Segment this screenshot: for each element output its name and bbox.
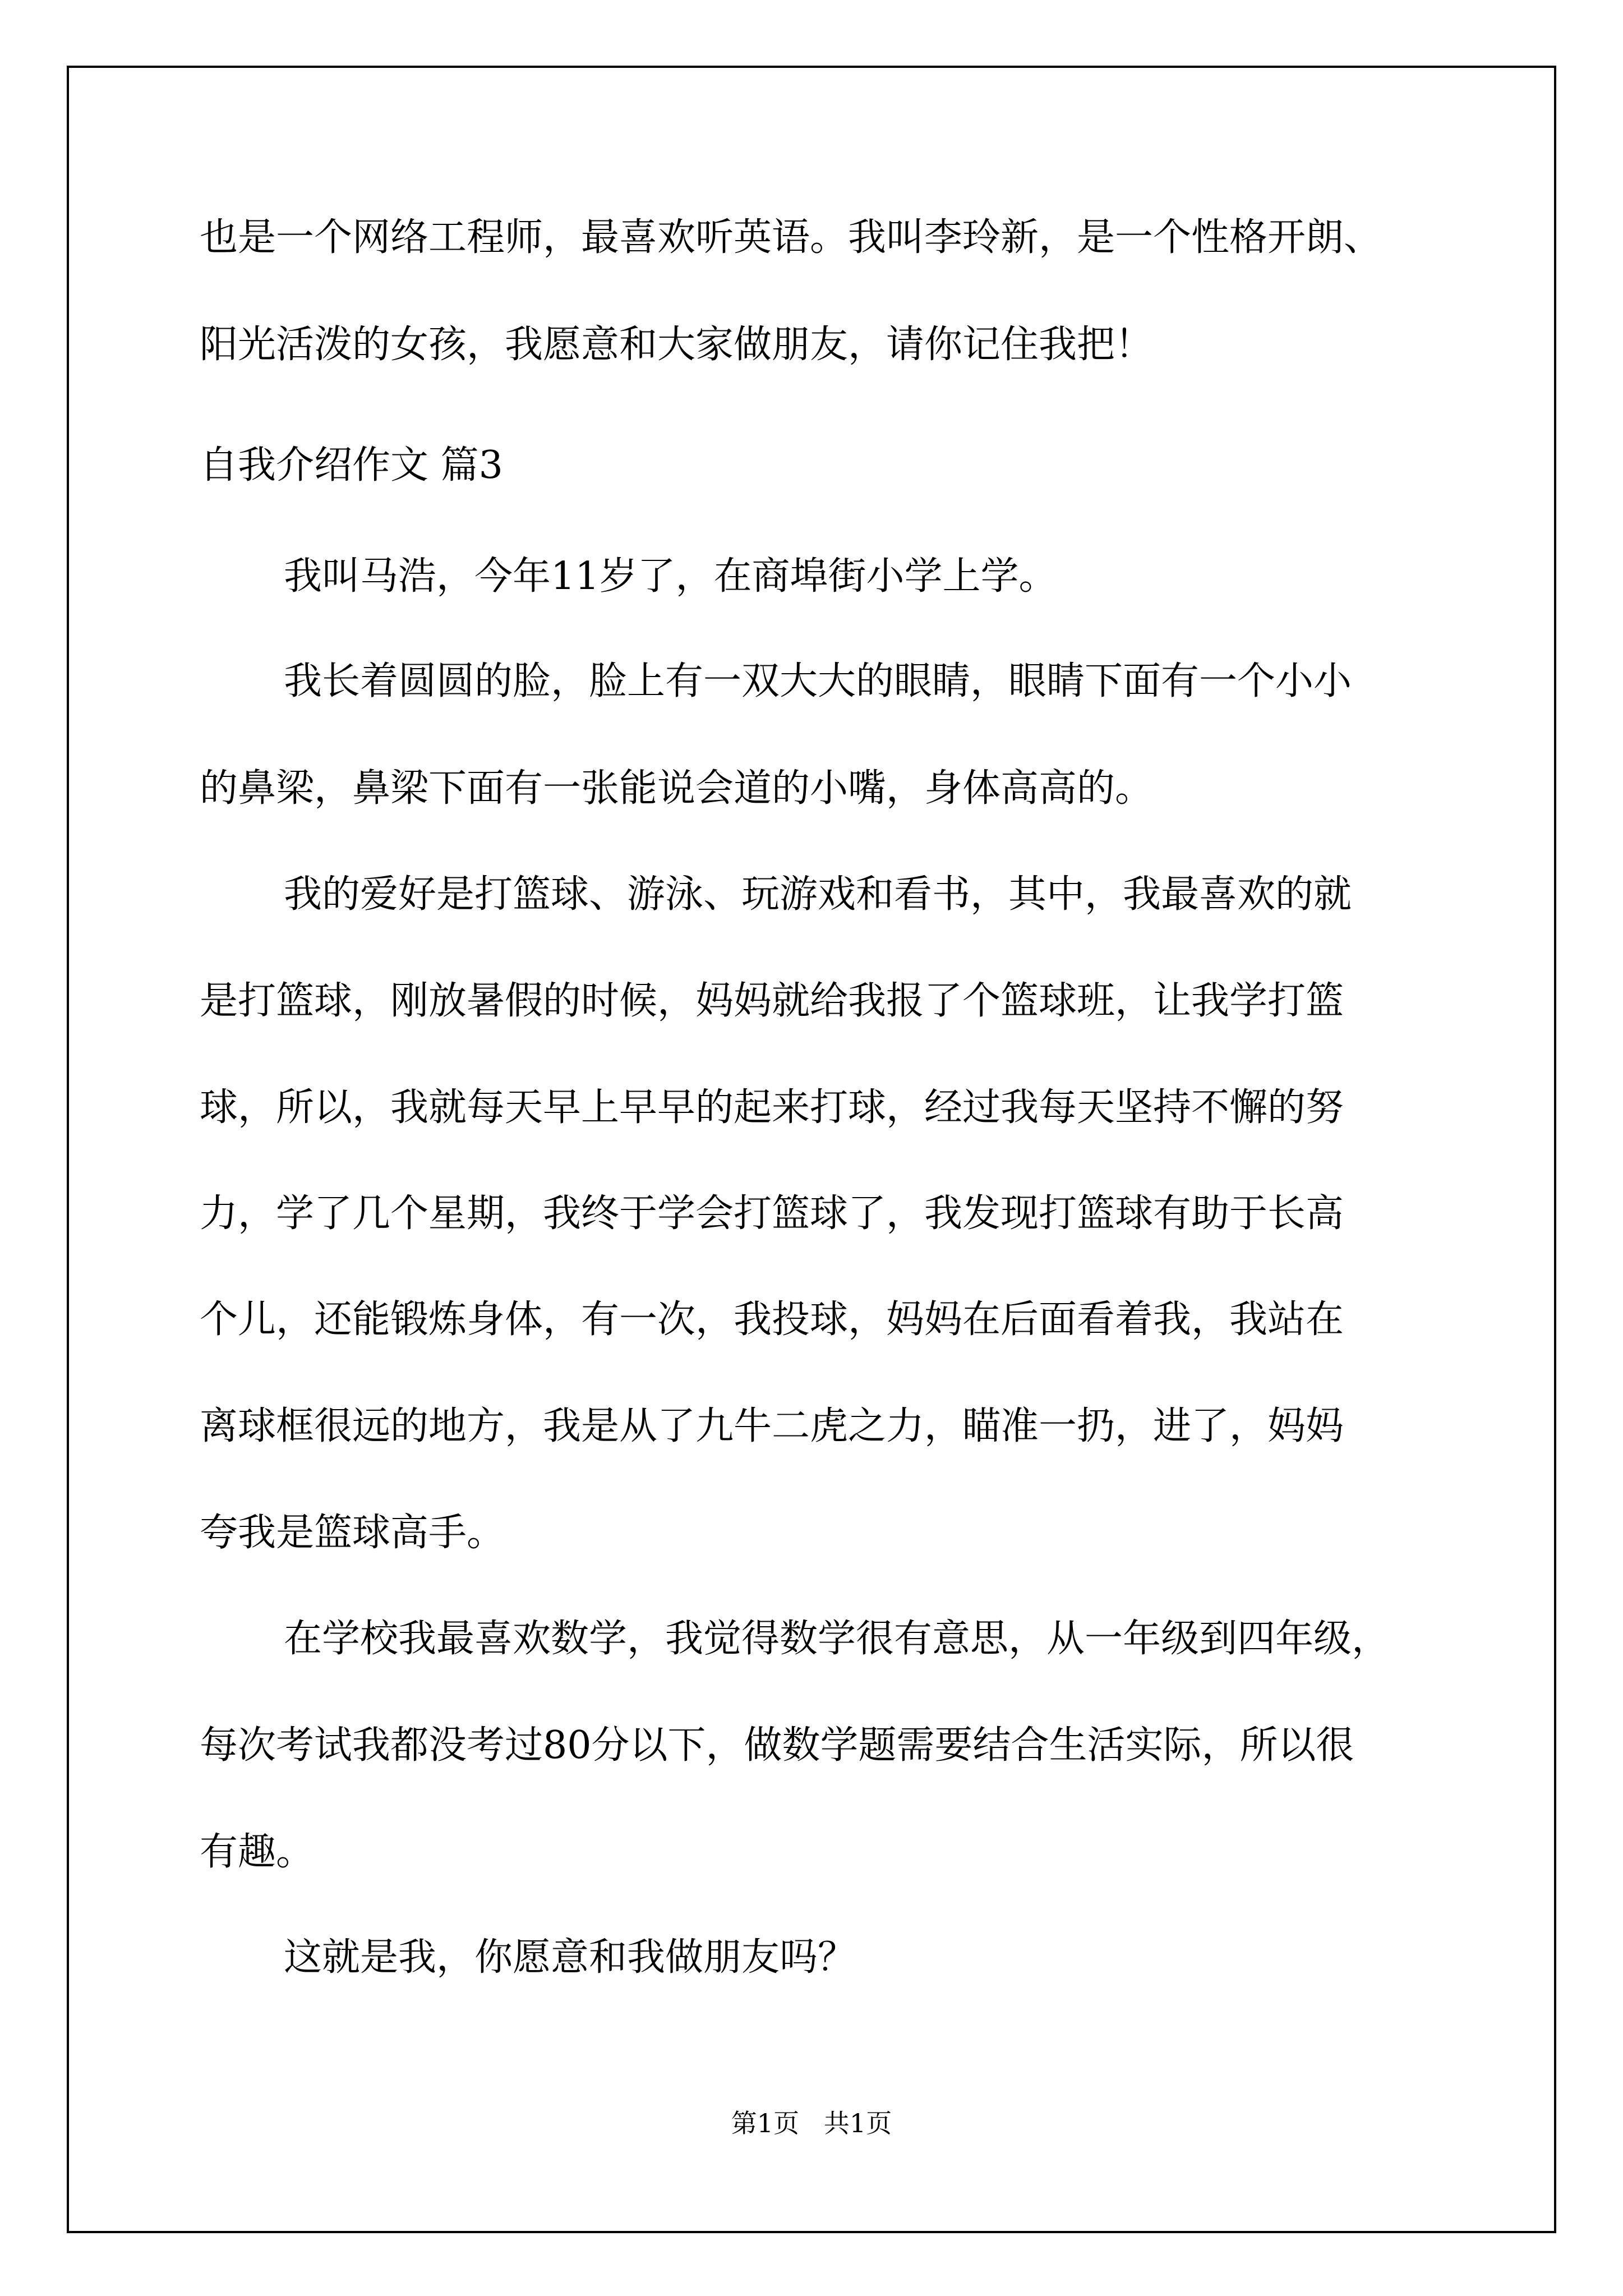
page-border <box>67 66 1556 2233</box>
paragraph-start: 我长着圆圆的脸，脸上有一双大大的眼睛，眼睛下面有一个小小 <box>284 659 1352 703</box>
text-line: 力，学了几个星期，我终于学会打篮球了，我发现打篮球有助于长高 <box>200 1191 1344 1236</box>
paragraph-start: 我叫马浩，今年11岁了，在商埠街小学上学。 <box>284 554 1057 599</box>
text-line: 也是一个网络工程师，最喜欢听英语。我叫李玲新，是一个性格开朗、 <box>200 215 1382 260</box>
paragraph-start: 这就是我，你愿意和我做朋友吗？ <box>284 1935 856 1980</box>
text-line: 的鼻梁，鼻梁下面有一张能说会道的小嘴，身体高高的。 <box>200 766 1154 811</box>
text-line: 球，所以，我就每天早上早早的起来打球，经过我每天坚持不懈的努 <box>200 1085 1344 1130</box>
paragraph-start: 在学校我最喜欢数学，我觉得数学很有意思，从一年级到四年级， <box>284 1617 1390 1661</box>
section-heading: 自我介绍作文 篇3 <box>200 443 503 487</box>
text-line: 离球框很远的地方，我是从了九牛二虎之力，瞄准一扔，进了，妈妈 <box>200 1404 1344 1448</box>
text-line: 是打篮球，刚放暑假的时候，妈妈就给我报了个篮球班，让我学打篮 <box>200 979 1344 1023</box>
text-line: 每次考试我都没考过80分以下，做数学题需要结合生活实际，所以很 <box>200 1723 1354 1768</box>
text-line: 夸我是篮球高手。 <box>200 1511 505 1555</box>
text-line: 阳光活泼的女孩，我愿意和大家做朋友，请你记住我把！ <box>200 323 1154 367</box>
page-footer: 第1页 共1页 <box>731 2108 892 2138</box>
text-line: 有趣。 <box>200 1830 315 1874</box>
text-line: 个儿，还能锻炼身体，有一次，我投球，妈妈在后面看着我，我站在 <box>200 1297 1344 1342</box>
paragraph-start: 我的爱好是打篮球、游泳、玩游戏和看书，其中，我最喜欢的就 <box>284 872 1352 917</box>
